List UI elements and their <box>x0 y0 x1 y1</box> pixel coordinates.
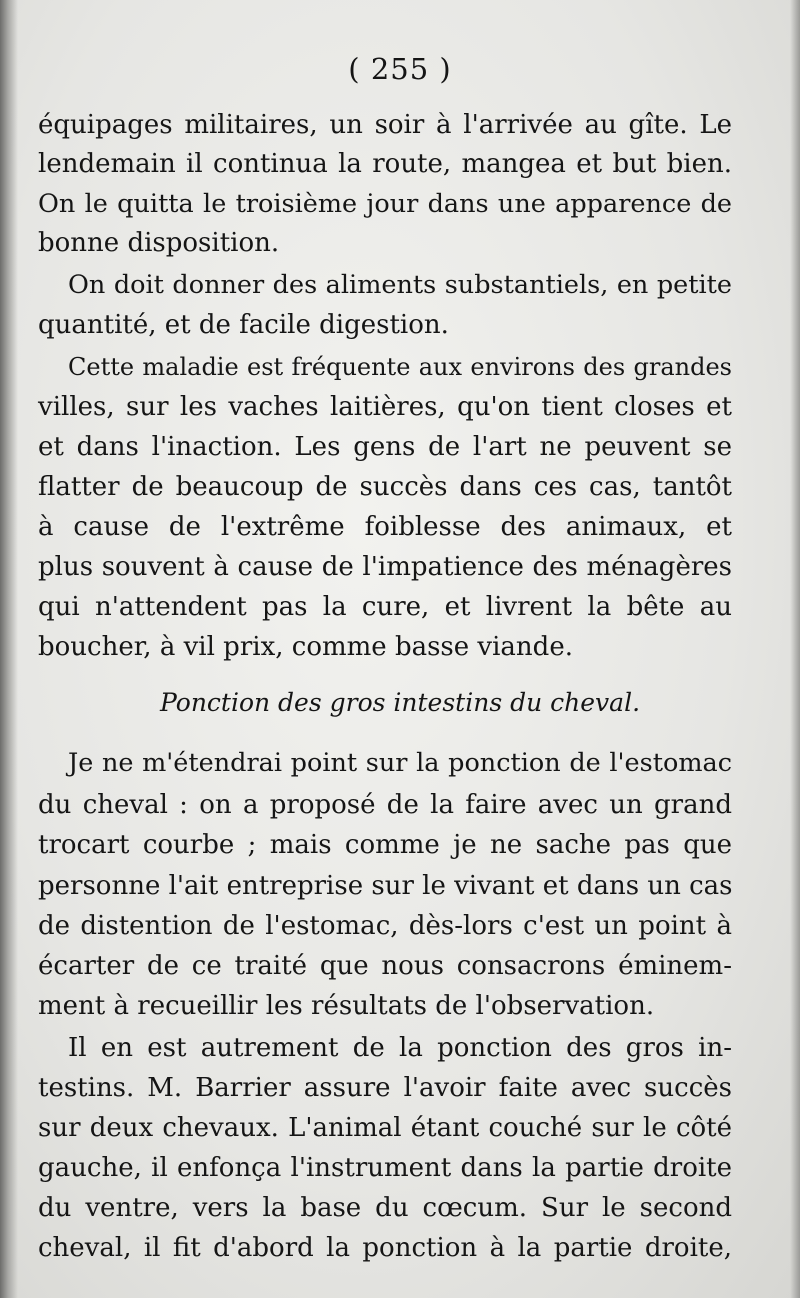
page-left-shadow <box>0 0 18 1298</box>
text-line: boucher, à vil prix, comme basse viande. <box>38 632 573 662</box>
text-line: villes, sur les vaches laitières, qu'on tient closes et <box>38 392 732 422</box>
text-line: On le quitta le troisième jour dans une apparence de <box>38 189 732 219</box>
text-line: de distention de l'estomac, dès-lors c'est un point à <box>38 911 732 941</box>
text-line: Cette maladie est fréquente aux environs des grandes <box>68 353 732 381</box>
text-line: à cause de l'extrême foiblesse des animaux, et <box>38 512 732 542</box>
text-line: Il en est autrement de la ponction des gros in- <box>68 1033 732 1063</box>
text-line: équipages militaires, un soir à l'arrivée au gîte. Le <box>38 110 732 140</box>
section-heading: Ponction des gros intestins du cheval. <box>159 688 641 717</box>
text-line: quantité, et de facile digestion. <box>38 310 449 340</box>
text-line: et dans l'inaction. Les gens de l'art ne peuvent se <box>38 432 732 462</box>
text-line: lendemain il continua la route, mangea et but bien. <box>38 149 732 179</box>
text-line: flatter de beaucoup de succès dans ces cas, tantôt <box>38 472 732 502</box>
text-line: personne l'ait entreprise sur le vivant et dans un cas <box>38 871 733 901</box>
text-line: écarter de ce traité que nous consacrons éminem- <box>38 951 732 981</box>
text-line: testins. M. Barrier assure l'avoir faite avec succès <box>38 1073 732 1103</box>
text-line: qui n'attendent pas la cure, et livrent la bête au <box>38 592 732 622</box>
text-line: du ventre, vers la base du cœcum. Sur le second <box>38 1193 732 1223</box>
text-line: gauche, il enfonça l'instrument dans la partie droite <box>38 1153 732 1183</box>
text-line: du cheval : on a proposé de la faire avec un grand <box>38 790 732 820</box>
text-line: bonne disposition. <box>38 228 280 258</box>
text-line: Je ne m'étendrai point sur la ponction de l'estomac <box>68 748 732 778</box>
page-right-shadow <box>790 0 800 1298</box>
text-line: sur deux chevaux. L'animal étant couché sur le côté <box>38 1113 732 1143</box>
page-number: ( 255 ) <box>348 52 452 86</box>
text-line: plus souvent à cause de l'impatience des ménagères <box>38 552 732 582</box>
text-line: cheval, il fit d'abord la ponction à la partie droite, <box>38 1233 732 1263</box>
text-line: trocart courbe ; mais comme je ne sache pas que <box>38 830 732 860</box>
text-line: ment à recueillir les résultats de l'observation. <box>38 991 655 1021</box>
text-line: On doit donner des aliments substantiels, en petite <box>68 270 732 300</box>
